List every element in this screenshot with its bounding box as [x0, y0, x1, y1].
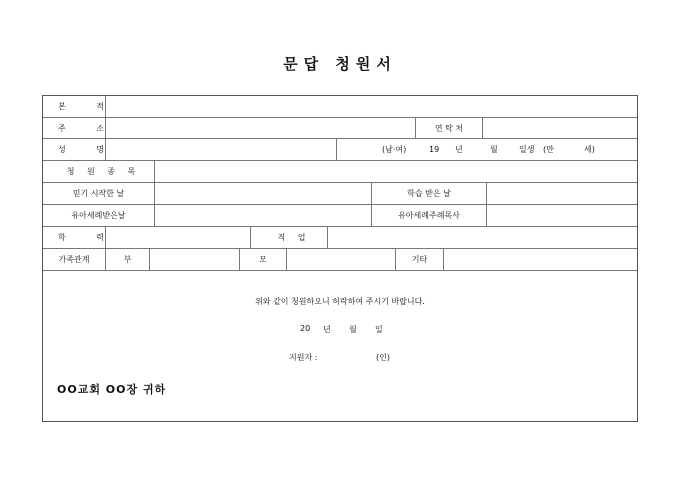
- occupation-field[interactable]: [328, 227, 637, 248]
- statement-text: 위와 같이 청원하오니 허락하여 주시기 바랍니다.: [255, 297, 425, 306]
- month-text: 월: [490, 145, 498, 154]
- petition-type-field[interactable]: [155, 161, 637, 182]
- faith-start-label: 믿기 시작한 날: [72, 189, 125, 198]
- age-open-text: (만: [543, 145, 554, 154]
- year-prefix: 19: [429, 145, 440, 154]
- date-day: 일: [375, 325, 383, 334]
- row-petition-type: [43, 161, 637, 183]
- gender-text[interactable]: (남·여): [382, 145, 407, 154]
- row-address: [43, 118, 637, 139]
- education-label: 학 력: [58, 233, 118, 242]
- mother-label: 모: [259, 255, 267, 264]
- family-label: 가족관계: [58, 255, 90, 264]
- date-month: 월: [349, 325, 357, 334]
- document-title: 문답 청원서: [283, 55, 397, 73]
- other-label: 기타: [411, 255, 428, 264]
- row-education: [43, 227, 637, 249]
- year-text: 년: [455, 145, 463, 154]
- contact-label: 연 탁 처: [434, 123, 464, 133]
- date-line: [43, 324, 637, 336]
- address-field[interactable]: [106, 118, 415, 138]
- father-field[interactable]: [150, 249, 239, 270]
- birth-text: 일생: [519, 145, 535, 154]
- age-close-text: 세): [584, 145, 595, 154]
- mother-field[interactable]: [287, 249, 395, 270]
- date-year: 년: [323, 325, 331, 334]
- other-field[interactable]: [444, 249, 637, 270]
- occupation-label: 직 업: [277, 233, 311, 242]
- row-family: [43, 249, 637, 271]
- infant-baptism-field[interactable]: [155, 205, 371, 226]
- applicant-seal[interactable]: (인): [376, 353, 390, 362]
- row-name: [43, 139, 637, 161]
- addressee-text: OO교회 OO장 귀하: [57, 383, 167, 396]
- name-field[interactable]: [106, 139, 336, 160]
- registry-field[interactable]: [106, 96, 637, 117]
- petition-type-label: 청 원 종 목: [66, 167, 141, 176]
- faith-start-field[interactable]: [155, 183, 371, 204]
- applicant-label: 지원자 :: [289, 353, 318, 362]
- registry-label: 본 적: [58, 102, 118, 111]
- row-faith-start: [43, 183, 637, 205]
- petition-form: [42, 95, 638, 422]
- date-prefix: 20: [300, 324, 311, 333]
- catechism-label: 학습 받은 날: [407, 189, 451, 198]
- education-field[interactable]: [106, 227, 250, 248]
- applicant-line: [43, 352, 637, 364]
- address-label: 주 소: [58, 123, 118, 133]
- row-infant-baptism: [43, 205, 637, 227]
- baptism-pastor-label: 유아세례주례목사: [398, 211, 460, 220]
- row-registry: [43, 96, 637, 118]
- contact-field[interactable]: [483, 118, 637, 138]
- infant-baptism-label: 유아세례받은날: [71, 211, 126, 220]
- father-label: 부: [123, 255, 132, 264]
- baptism-pastor-field[interactable]: [487, 205, 637, 226]
- name-label: 성 명: [58, 145, 118, 154]
- catechism-field[interactable]: [487, 183, 637, 204]
